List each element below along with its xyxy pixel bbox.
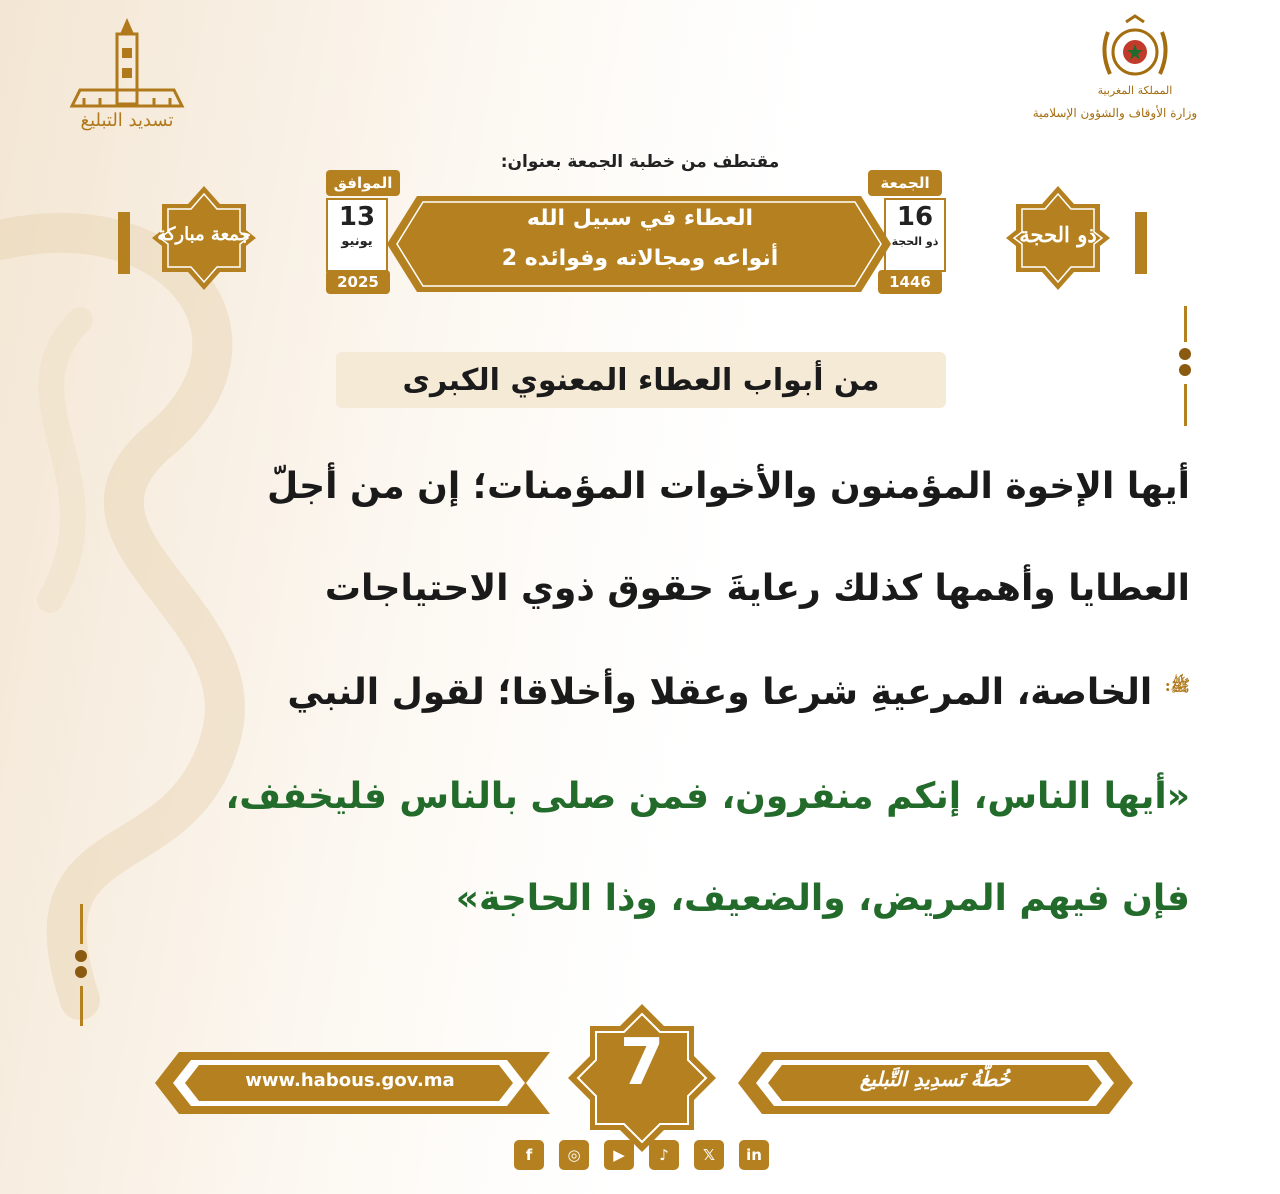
plan-title: خُطّةُ تَسدِيدِ التَّبليغ — [859, 1067, 1011, 1091]
hijri-month: ذو الحجة — [891, 235, 939, 248]
hijri-year: 1446 — [878, 270, 942, 294]
right-ornament-dot — [1179, 348, 1191, 360]
episode-number: 7 — [619, 1026, 665, 1100]
gregorian-day: 13 — [338, 202, 376, 232]
section-heading: من أبواب العطاء المعنوي الكبرى — [336, 352, 946, 408]
tiktok-icon[interactable]: ♪ — [649, 1140, 679, 1170]
right-side-bar — [1135, 212, 1147, 274]
body-line-2: العطايا وأهمها كذلك رعايةَ حقوق ذوي الاحتياجات — [324, 568, 1190, 609]
body-line-1: أيها الإخوة المؤمنون والأخوات المؤمنات؛ إن من أجلّ — [267, 466, 1190, 507]
gregorian-month: يونيو — [341, 234, 373, 249]
website-link[interactable]: www.habous.gov.ma — [245, 1070, 455, 1091]
decorative-calligraphy-background — [0, 180, 380, 1080]
ministry-text: وزارة الأوقاف والشؤون الإسلامية — [1032, 106, 1198, 120]
left-ornament-line-bottom — [80, 986, 83, 1026]
excerpt-label: مقتطف من خطبة الجمعة بعنوان: — [500, 152, 780, 172]
right-ornament-line-top — [1184, 306, 1187, 342]
facebook-icon[interactable]: f — [514, 1140, 544, 1170]
hijri-date-box — [884, 198, 946, 272]
hadith-line-1: «أيها الناس، إنكم منفرون، فمن صلى بالناس فليخفف، — [225, 776, 1190, 817]
youtube-icon[interactable]: ▶ — [604, 1140, 634, 1170]
left-ornament-dot — [75, 950, 87, 962]
hadith-line-2: فإن فيهم المريض، والضعيف، وذا الحاجة» — [455, 878, 1190, 919]
khutba-title-line2: أنواعه ومجالاته وفوائده 2 — [501, 246, 779, 271]
coat-of-arms-icon — [1090, 12, 1180, 92]
left-ornament-dot — [75, 966, 87, 978]
gregorian-year: 2025 — [326, 270, 390, 294]
left-medallion-text: جمعة مباركة — [157, 224, 251, 245]
kingdom-text: المملكة المغربية — [1097, 84, 1173, 97]
linkedin-icon[interactable]: in — [739, 1140, 769, 1170]
gregorian-tab: الموافق — [326, 170, 400, 196]
right-medallion-text: ذو الحجة — [1019, 222, 1097, 247]
left-side-bar — [118, 212, 130, 274]
right-ornament-line-bottom — [1184, 384, 1187, 426]
left-ornament-line-top — [80, 904, 83, 944]
khutba-title-line1: العطاء في سبيل الله — [526, 206, 754, 231]
body-line-3 — [90, 672, 1190, 713]
prophet-honorific: ﷺ: — [1164, 676, 1190, 695]
right-ornament-dot — [1179, 364, 1191, 376]
hijri-day: 16 — [896, 202, 934, 232]
hijri-tab: الجمعة — [868, 170, 942, 196]
x-icon[interactable]: 𝕏 — [694, 1140, 724, 1170]
left-logo-text: تسديد التبليغ — [80, 110, 174, 131]
gregorian-date-box — [326, 198, 388, 272]
instagram-icon[interactable]: ◎ — [559, 1140, 589, 1170]
body-line-3-text: الخاصة، المرعيةِ شرعا وعقلا وأخلاقا؛ لقول النبي — [287, 672, 1153, 713]
